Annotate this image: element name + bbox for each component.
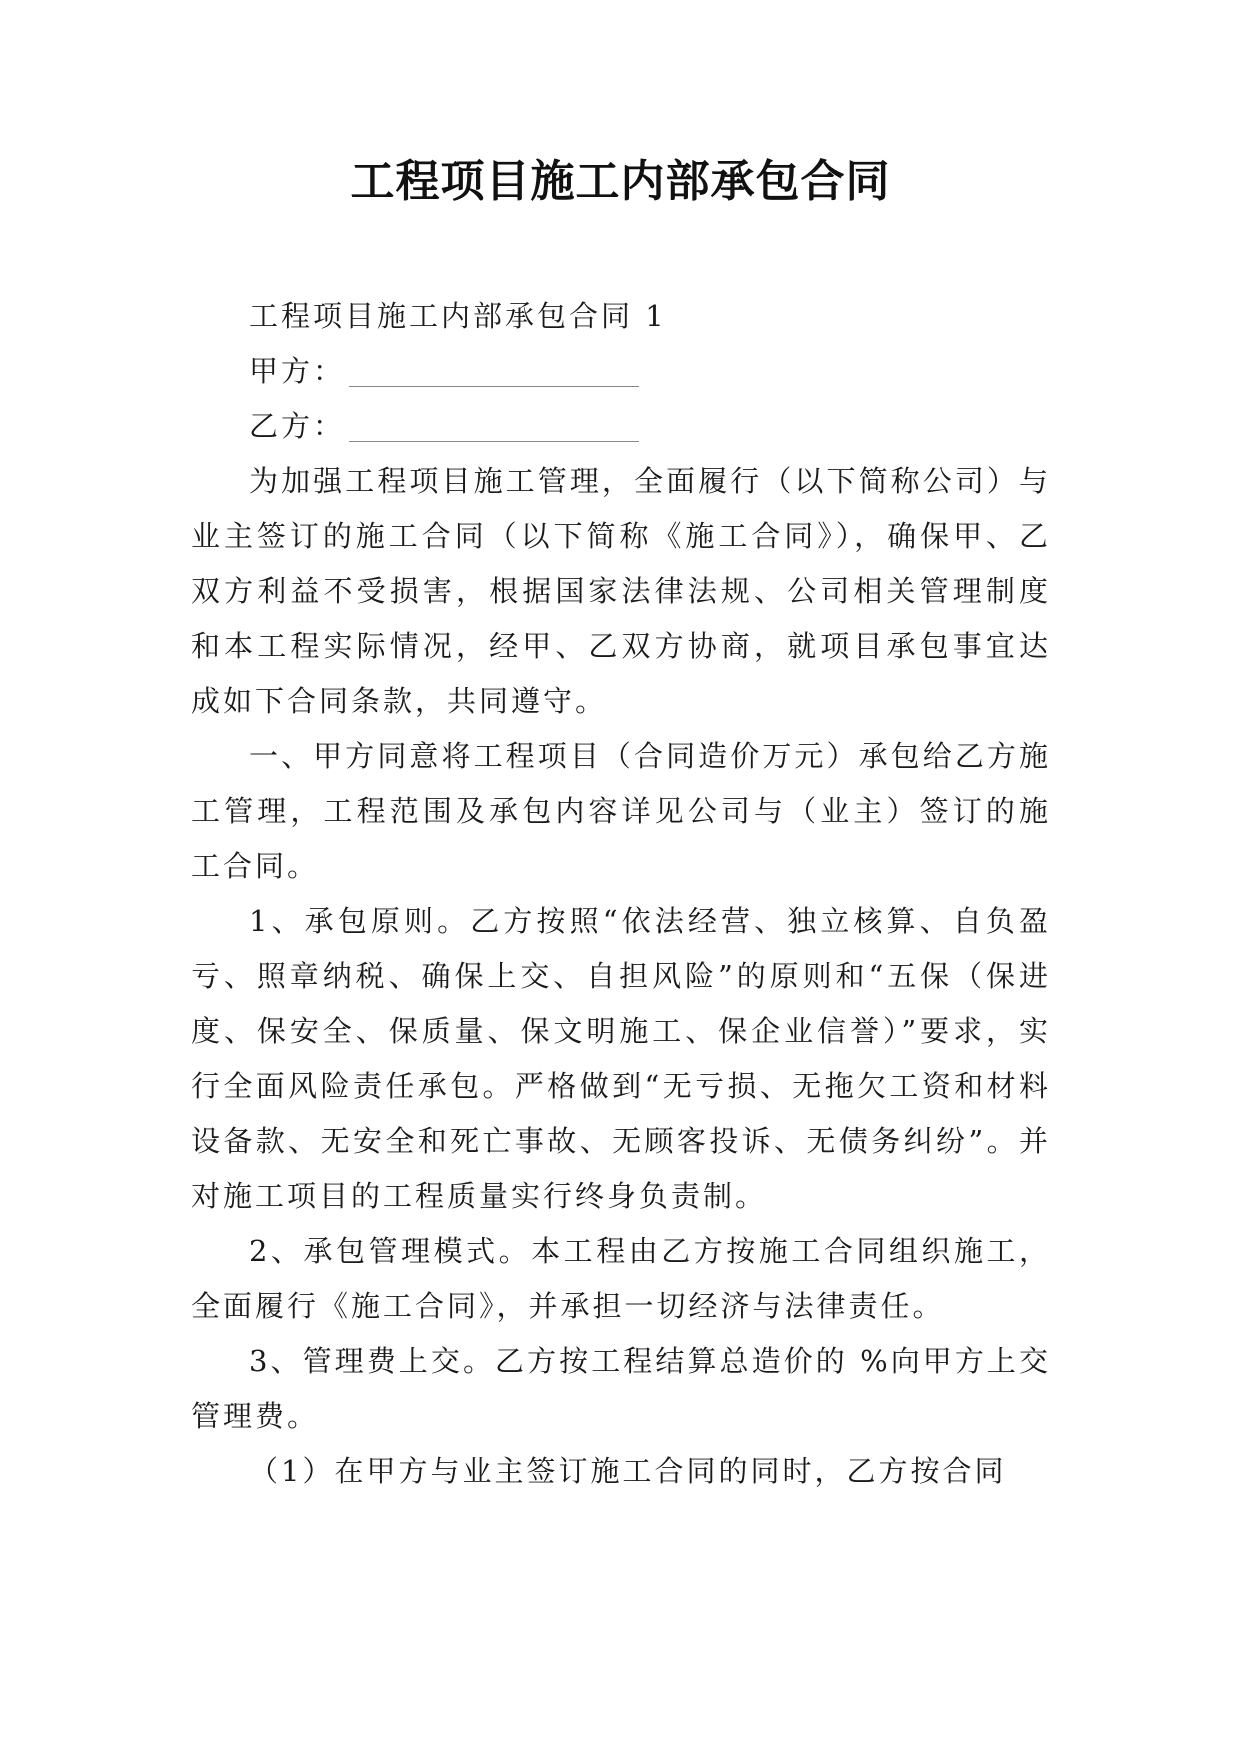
party-a-blank-field[interactable] [349,356,639,387]
party-b-line [191,399,1051,454]
party-a-label: 甲方： [249,354,346,388]
paragraph-preamble: 为加强工程项目施工管理，全面履行（以下简称公司）与业主签订的施工合同（以下简称《施工合同》），确保甲、乙双方利益不受损害，根据国家法律法规、公司相关管理制度和本工程实际情况，经甲、乙双方协商，就项目承包事宜达成如下合同条款，共同遵守。 [191,464,1051,718]
paragraph-fee-item-1: （1）在甲方与业主签订施工合同的同时，乙方按合同 [249,1454,1007,1488]
document-title: 工程项目施工内部承包合同 [350,156,891,207]
party-a-line [191,344,1051,399]
party-b-label: 乙方： [249,409,346,443]
paragraph-contract-principle: 1、承包原则。乙方按照“依法经营、独立核算、自负盈亏、照章纳税、确保上交、自担风险”的原则和“五保（保进度、保安全、保质量、保文明施工、保企业信誉）”要求，实行全面风险责任承包。严格做到“无亏损、无拖欠工资和材料设备款、无安全和死亡事故、无顾客投诉、无债务纠纷”。并对施工项目的工程质量实行终身负责制。 [191,904,1051,1213]
paragraph-management-mode: 2、承包管理模式。本工程由乙方按施工合同组织施工，全面履行《施工合同》，并承担一切经济与法律责任。 [191,1234,1051,1323]
paragraph-management-fee: 3、管理费上交。乙方按工程结算总造价的 %向甲方上交管理费。 [191,1344,1051,1433]
paragraph-clause-1: 一、甲方同意将工程项目（合同造价万元）承包给乙方施工管理，工程范围及承包内容详见公司与（业主）签订的施工合同。 [191,739,1051,883]
party-b-blank-field[interactable] [349,411,639,442]
contract-subtitle: 工程项目施工内部承包合同 1 [249,299,667,333]
document-body [191,289,1051,1499]
